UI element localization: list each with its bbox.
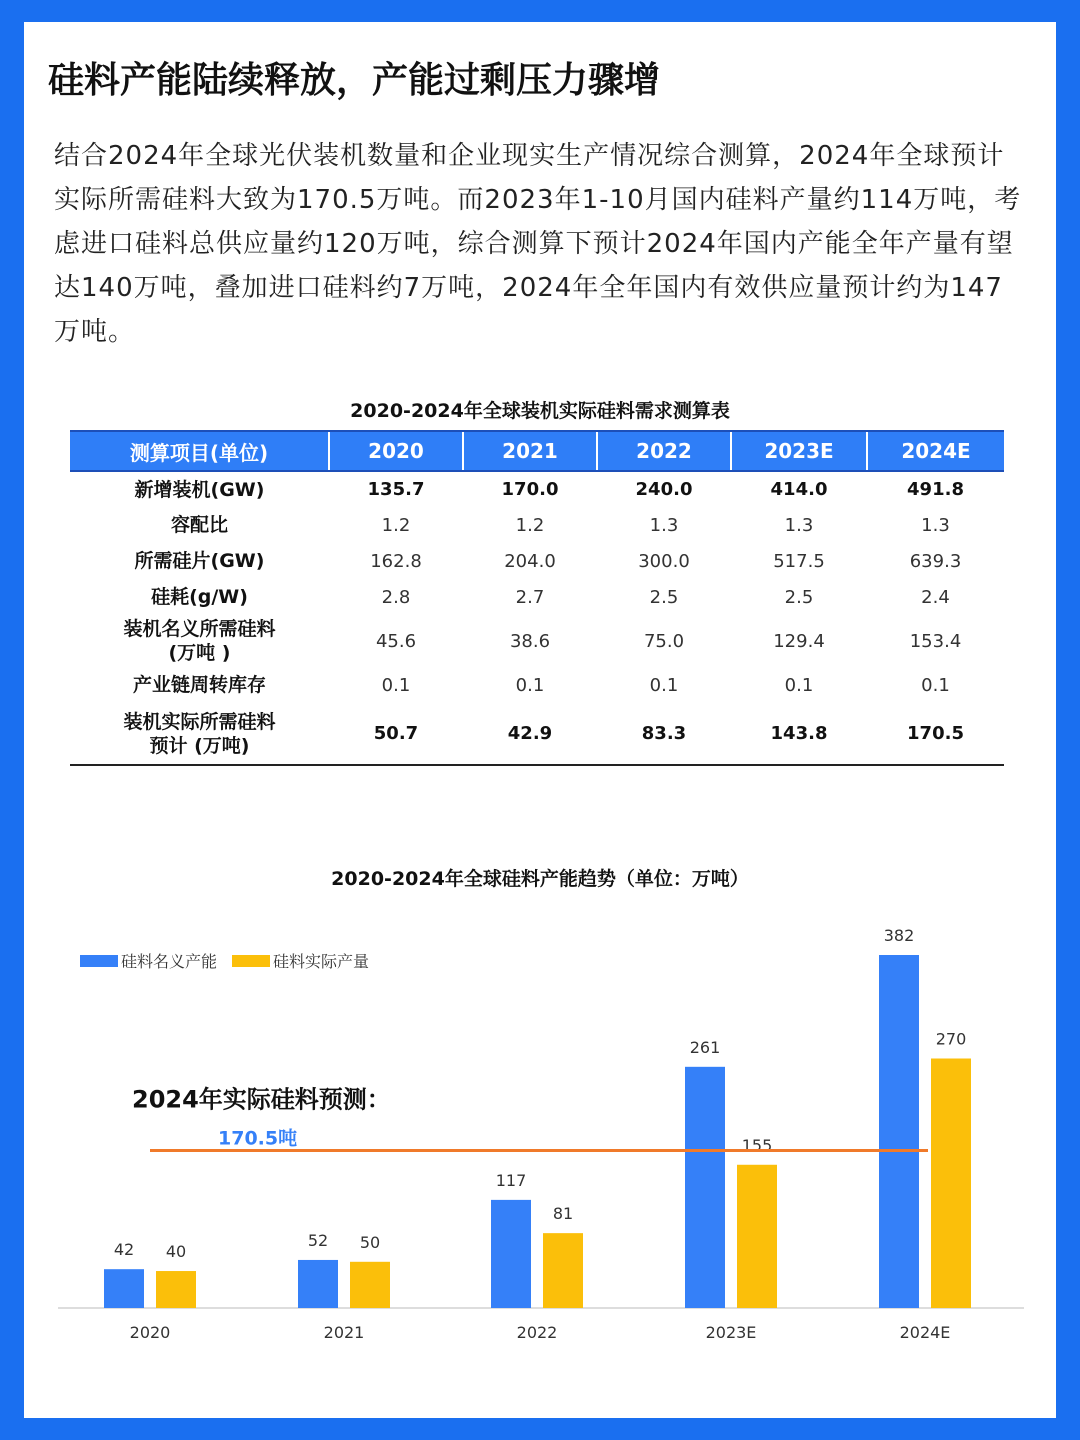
table-row-label: 产业链周转库存 <box>132 674 266 696</box>
table-header-cell: 测算项目(单位) <box>70 431 329 471</box>
table-row-label: 所需硅片(GW) <box>134 550 265 572</box>
table-row <box>70 507 1004 543</box>
demand-table <box>70 430 1004 766</box>
bar-value-label: 261 <box>689 1037 721 1057</box>
actual-output-bar <box>737 1165 777 1308</box>
bar-value-label: 52 <box>307 1230 329 1250</box>
bar-value-label: 117 <box>495 1170 527 1190</box>
content-card <box>24 22 1056 1418</box>
table-cell: 45.6 <box>375 630 417 652</box>
table-cell: 0.1 <box>649 674 679 696</box>
table-row-label: 容配比 <box>170 514 228 536</box>
table-cell: 38.6 <box>509 630 551 652</box>
table-cell: 517.5 <box>773 550 825 572</box>
table-cell: 1.3 <box>784 514 814 536</box>
bar-value-label: 382 <box>883 926 915 945</box>
table-cell: 639.3 <box>909 550 962 572</box>
table-cell: 2.8 <box>381 586 411 608</box>
table-cell: 2.7 <box>515 586 545 608</box>
table-cell: 135.7 <box>367 479 425 500</box>
actual-output-bar <box>931 1058 971 1308</box>
table-row-label: 装机实际所需硅料 预计 (万吨) <box>70 703 329 765</box>
category-label: 2020 <box>129 1323 171 1342</box>
table-header-cell: 2024E <box>867 431 1004 471</box>
table-row-label: 装机名义所需硅料 (万吨 ) <box>123 618 276 664</box>
legend-swatch <box>232 955 270 967</box>
table-header-cell: 2021 <box>463 431 597 471</box>
table-cell: 42.9 <box>463 703 597 765</box>
category-label: 2021 <box>323 1323 365 1342</box>
table-cell: 1.2 <box>381 514 411 536</box>
forecast-annotation: 2024年实际硅料预测： <box>132 1085 391 1114</box>
bar-value-label: 42 <box>113 1240 135 1260</box>
category-label: 2022 <box>516 1323 558 1342</box>
table-cell: 0.1 <box>921 674 950 696</box>
table-title: 2020-2024年全球装机实际硅料需求测算表 <box>350 400 730 422</box>
table-cell: 1.3 <box>921 514 950 536</box>
bar-value-label: 155 <box>741 1135 773 1155</box>
table-cell: 2.4 <box>921 586 950 608</box>
page-title: 硅料产能陆续释放，产能过剩压力骤增 <box>48 60 661 101</box>
table-cell: 2.5 <box>649 586 679 608</box>
table-cell: 83.3 <box>597 703 731 765</box>
legend-label: 硅料实际产量 <box>273 952 370 971</box>
table-row <box>70 543 1004 579</box>
bar-value-label: 40 <box>165 1242 187 1262</box>
table-cell: 0.1 <box>381 674 411 696</box>
table-cell: 162.8 <box>370 550 422 572</box>
nominal-capacity-bar <box>491 1200 531 1308</box>
legend-label: 硅料名义产能 <box>121 952 218 971</box>
table-row <box>70 579 1004 615</box>
category-label: 2023E <box>705 1323 757 1342</box>
table-cell: 170.5 <box>867 703 1004 765</box>
legend-swatch <box>80 955 118 967</box>
capacity-bar-chart <box>24 882 1056 1362</box>
table-cell: 300.0 <box>638 550 690 572</box>
table-row <box>70 667 1004 703</box>
table-cell: 1.3 <box>649 514 679 536</box>
table-cell: 491.8 <box>907 479 964 500</box>
bar-value-label: 50 <box>359 1232 381 1252</box>
category-label: 2024E <box>899 1323 951 1342</box>
table-cell: 240.0 <box>635 479 693 500</box>
table-cell: 129.4 <box>773 630 825 652</box>
table-cell: 143.8 <box>731 703 867 765</box>
table-cell: 50.7 <box>329 703 463 765</box>
table-header-cell: 2023E <box>731 431 867 471</box>
table-header-cell: 2020 <box>329 431 463 471</box>
nominal-capacity-bar <box>104 1269 144 1308</box>
table-row <box>70 615 1004 667</box>
table-row-label: 硅耗(g/W) <box>151 586 248 608</box>
table-cell: 153.4 <box>909 630 962 652</box>
chart-title: 2020-2024年全球硅料产能趋势（单位：万吨） <box>331 868 749 890</box>
actual-output-bar <box>350 1262 390 1308</box>
table-cell: 1.2 <box>515 514 545 536</box>
nominal-capacity-bar <box>879 955 919 1308</box>
table-row-label: 新增装机(GW) <box>134 478 265 501</box>
table-header-cell: 2022 <box>597 431 731 471</box>
table-cell: 75.0 <box>643 630 685 652</box>
table-header-row <box>70 431 1004 471</box>
table-cell: 0.1 <box>515 674 545 696</box>
table-row <box>70 703 1004 765</box>
bar-value-label: 81 <box>552 1204 574 1224</box>
actual-output-bar <box>156 1271 196 1308</box>
table-cell: 414.0 <box>770 479 828 500</box>
table-cell: 2.5 <box>784 586 814 608</box>
table-cell: 170.0 <box>501 479 559 500</box>
bar-value-label: 270 <box>935 1029 967 1049</box>
intro-paragraph: 结合2024年全球光伏装机数量和企业现实生产情况综合测算，2024年全球预计实际所需硅料大致为170.5万吨。而2023年1-10月国内硅料产量约114万吨，考虑进口硅料总供应量约120万吨，综合测算下预计2024年国内产能全年产量有望达140万吨，叠加进口硅料约7万吨，2024年全年国内有效供应量预计约为147万吨。 <box>54 141 1022 347</box>
reference-line-label: 170.5吨 <box>218 1127 298 1150</box>
table-cell: 204.0 <box>504 550 556 572</box>
actual-output-bar <box>543 1233 583 1308</box>
nominal-capacity-bar <box>298 1260 338 1308</box>
table-cell: 0.1 <box>784 674 814 696</box>
nominal-capacity-bar <box>685 1067 725 1308</box>
table-row <box>70 471 1004 507</box>
